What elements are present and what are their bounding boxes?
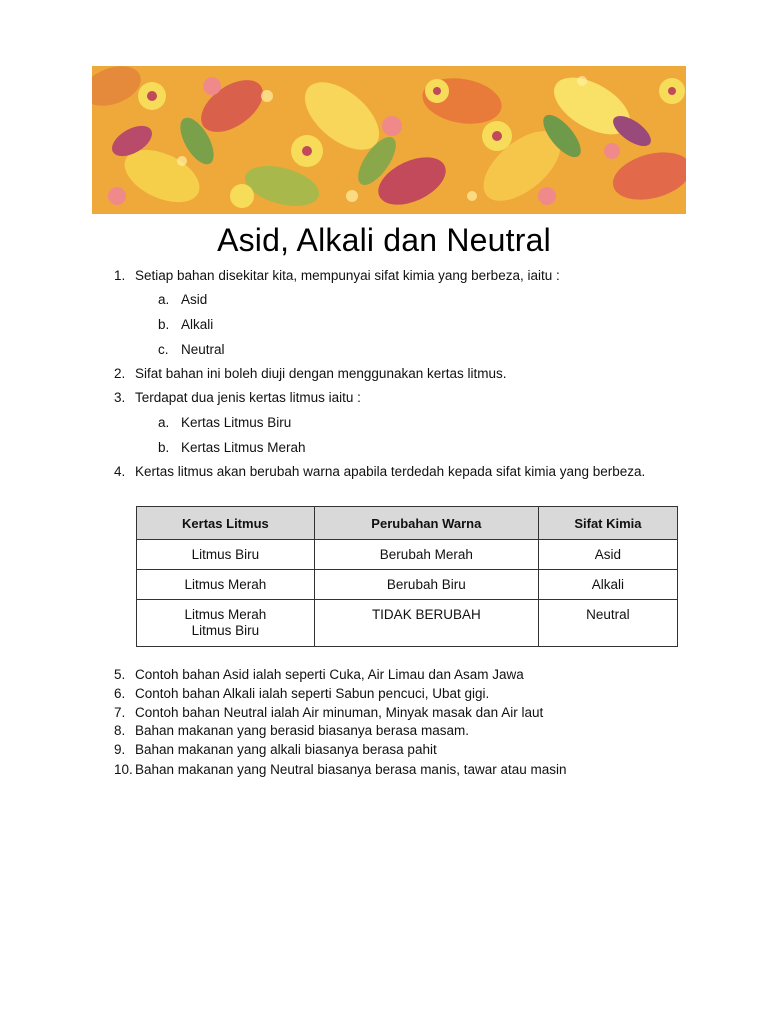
table-cell: Alkali [538,570,677,600]
column-header: Perubahan Warna [314,507,538,540]
table-cell: Asid [538,540,677,570]
table-cell [137,600,315,647]
table-cell: Litmus Merah [137,570,315,600]
column-header: Sifat Kimia [538,507,677,540]
page-title: Asid, Alkali dan Neutral [217,222,551,258]
table-header-row [137,507,678,540]
table-row [137,600,678,647]
cell-line: Litmus Merah [184,607,267,622]
table-cell: Neutral [538,600,677,647]
cell-line: Litmus Biru [191,623,260,638]
column-header: Kertas Litmus [137,507,315,540]
table-row [137,540,678,570]
floral-banner-image [92,66,686,214]
table-cell: Litmus Biru [137,540,315,570]
table-cell: Berubah Biru [314,570,538,600]
table-row [137,570,678,600]
litmus-table [136,506,678,647]
table-cell: TIDAK BERUBAH [314,600,538,647]
table-cell: Berubah Merah [314,540,538,570]
